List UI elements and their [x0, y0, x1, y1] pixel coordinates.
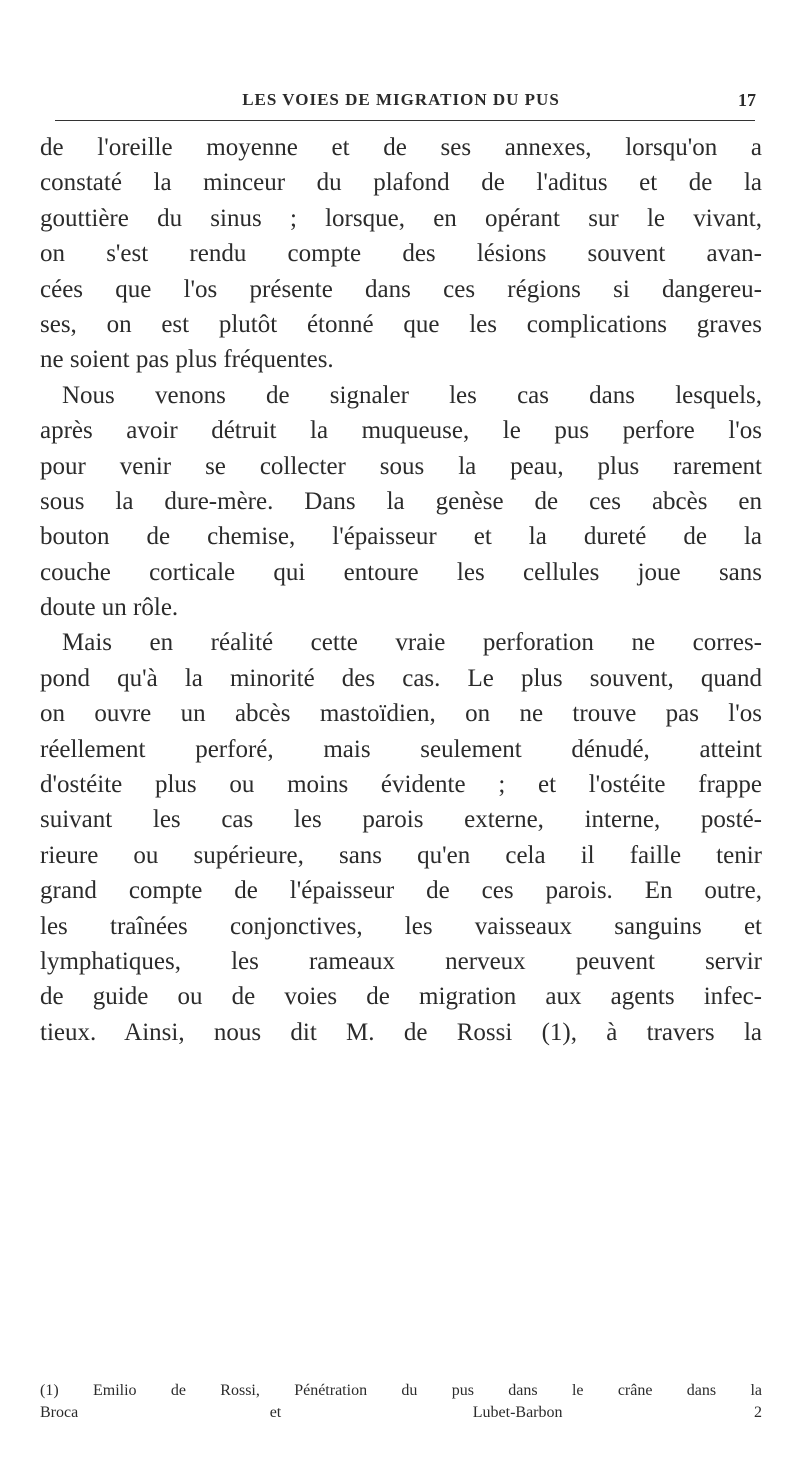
running-head — [40, 90, 762, 114]
text-line: constaté la minceur du plafond de l'aditus et de la — [40, 169, 762, 197]
text-line: pond qu'à la minorité des cas. Le plus souvent, quand — [40, 664, 762, 692]
text-line: Nous venons de signaler les cas dans lesquels, — [62, 381, 762, 409]
running-title: LES VOIES DE MIGRATION DU PUS — [242, 90, 560, 109]
text-line: de l'oreille moyenne et de ses annexes, lorsqu'on a — [40, 134, 762, 161]
text-line: après avoir détruit la muqueuse, le pus perfore l'os — [40, 417, 762, 445]
text-line: suivant les cas les parois externe, interne, posté- — [40, 806, 762, 834]
footnote-signature-line: Broca et Lubet-Barbon 2 — [40, 1404, 762, 1421]
text-line: on ouvre un abcès mastoïdien, on ne trouve pas l'os — [40, 700, 762, 728]
footnote-line: (1) Emilio de Rossi, Pénétration du pus dans le crâne dans la — [40, 1382, 762, 1399]
text-line: les traînées conjonctives, les vaisseaux sanguins et — [40, 912, 762, 940]
header-rule — [55, 120, 755, 121]
text-line: bouton de chemise, l'épaisseur et la dureté de la — [40, 523, 762, 551]
text-line: réellement perforé, mais seulement dénudé, atteint — [40, 735, 762, 763]
text-line: gouttière du sinus ; lorsque, en opérant sur le vivant, — [40, 204, 762, 232]
page-number: 17 — [738, 90, 756, 110]
text-line: doute un rôle. — [40, 594, 179, 622]
page — [40, 0, 762, 1470]
body-text — [40, 130, 762, 1050]
text-line: on s'est rendu compte des lésions souvent avan- — [40, 240, 762, 268]
text-line: couche corticale qui entoure les cellules joue sans — [40, 558, 762, 586]
text-line: rieure ou supérieure, sans qu'en cela il faille tenir — [40, 841, 762, 869]
text-line: ses, on est plutôt étonné que les complications graves — [40, 310, 762, 338]
text-line: sous la dure-mère. Dans la genèse de ces abcès en — [40, 487, 762, 515]
text-line: cées que l'os présente dans ces régions si dangereu- — [40, 275, 762, 303]
text-line: lymphatiques, les rameaux nerveux peuvent servir — [40, 947, 762, 975]
text-line: d'ostéite plus ou moins évidente ; et l'ostéite frappe — [40, 771, 762, 799]
text-line: Mais en réalité cette vraie perforation ne corres- — [62, 629, 762, 657]
text-line: de guide ou de voies de migration aux agents infec- — [40, 983, 762, 1011]
text-line: ne soient pas plus fréquentes. — [40, 346, 334, 374]
text-line: grand compte de l'épaisseur de ces parois. En outre, — [40, 877, 762, 905]
text-line: tieux. Ainsi, nous dit M. de Rossi (1), à travers la — [40, 1018, 762, 1046]
footnotes — [40, 1380, 762, 1424]
text-line: pour venir se collecter sous la peau, plus rarement — [40, 452, 762, 480]
